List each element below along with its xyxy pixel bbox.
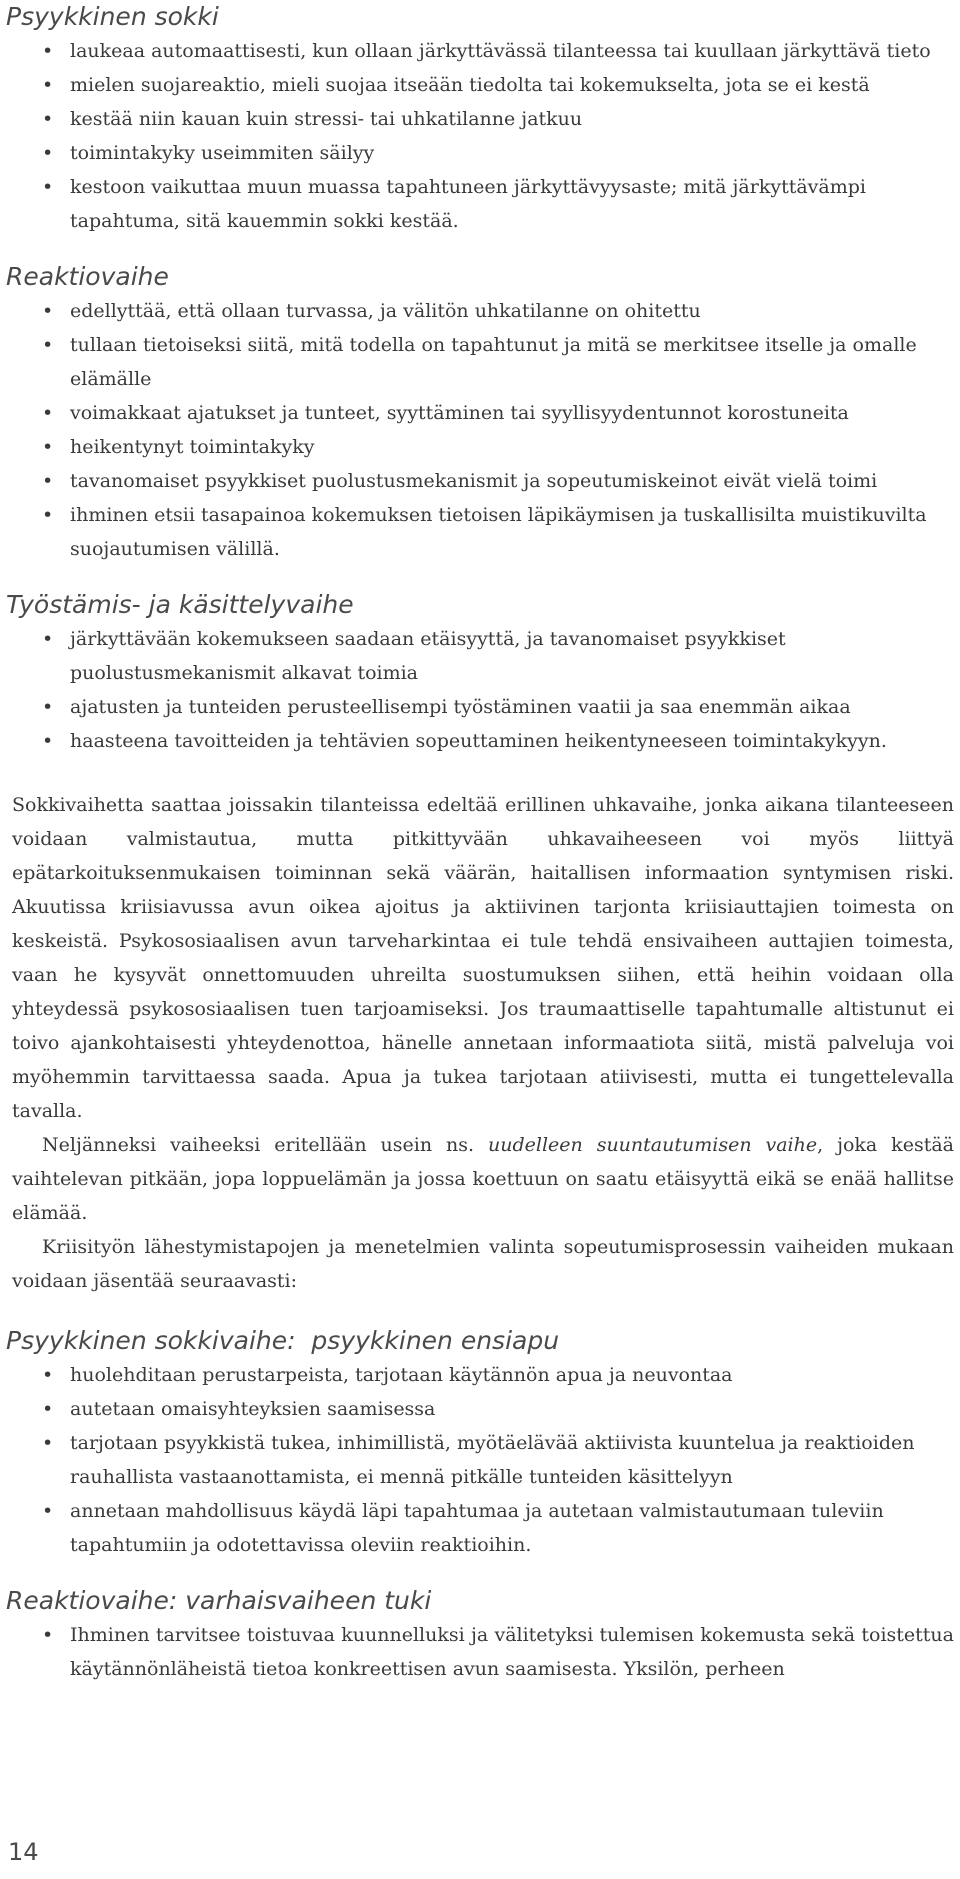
bullet-icon: • (42, 402, 54, 424)
list-item: • järkyttävään kokemukseen saadaan etäisyyttä, ja tavanomaiset psyykkiset puolustusmekanismit alkavat toimia (6, 622, 954, 690)
section-heading: Työstämis- ja käsittelyvaihe (6, 590, 354, 619)
list-item: • Ihminen tarvitsee toistuvaa kuunnelluksi ja välitetyksi tulemisen kokemusta sekä toistettua käytännönläheistä tietoa konkreettisen avun saamisesta. Yksilön, perheen (6, 1618, 954, 1686)
bullet-icon: • (42, 334, 54, 356)
list-item: • heikentynyt toimintakyky (6, 430, 954, 464)
bullet-icon: • (42, 74, 54, 96)
list-item: • kestää niin kauan kuin stressi- tai uhkatilanne jatkuu (6, 102, 954, 136)
section-heading: Psyykkinen sokkivaihe: psyykkinen ensiapu (6, 1326, 560, 1355)
list-item: • ajatusten ja tunteiden perusteellisempi työstäminen vaatii ja saa enemmän aikaa (6, 690, 954, 724)
list-item: • tavanomaiset psyykkiset puolustusmekanismit ja sopeutumiskeinot eivät vielä toimi (6, 464, 954, 498)
section-reaktiovaihe (6, 260, 954, 566)
bullet-icon: • (42, 142, 54, 164)
section-psyykkinen-sokki (6, 0, 954, 238)
bullet-icon: • (42, 176, 54, 198)
bullet-list (6, 294, 954, 566)
list-item: • autetaan omaisyhteyksien saamisessa (6, 1392, 954, 1426)
section-heading: Reaktiovaihe: varhaisvaiheen tuki (6, 1586, 432, 1615)
list-item: • haasteena tavoitteiden ja tehtävien sopeuttaminen heikentyneeseen toimintakykyyn. (6, 724, 954, 758)
bullet-icon: • (42, 504, 54, 526)
bullet-icon: • (42, 1500, 54, 1522)
list-item: • mielen suojareaktio, mieli suojaa itseään tiedolta tai kokemukselta, jota se ei kestä (6, 68, 954, 102)
list-item: • kestoon vaikuttaa muun muassa tapahtuneen järkyttävyysaste; mitä järkyttävämpi tapahtuma, sitä kauemmin sokki kestää. (6, 170, 954, 238)
section-sokkivaihe-ensiapu (6, 1324, 954, 1562)
list-item: • tarjotaan psyykkistä tukea, inhimillistä, myötäelävää aktiivista kuuntelua ja reaktioiden rauhallista vastaanottamista, ei mennä pitkälle tunteiden käsittelyyn (6, 1426, 954, 1494)
bullet-icon: • (42, 1398, 54, 1420)
list-item: • huolehditaan perustarpeista, tarjotaan käytännön apua ja neuvontaa (6, 1358, 954, 1392)
emphasized-term: uudelleen suuntautumisen vaihe (488, 1134, 818, 1156)
body-paragraph: Neljänneksi vaiheeksi eritellään usein ns. uudelleen suuntautumisen vaihe, joka kestää vaihtelevan pitkään, jopa loppuelämän ja jossa koettuun on saatu etäisyyttä eikä se enää hallitse elämää. (12, 1134, 954, 1224)
list-item: • ihminen etsii tasapainoa kokemuksen tietoisen läpikäymisen ja tuskallisilta muistikuvilta suojautumisen välillä. (6, 498, 954, 566)
list-item: • annetaan mahdollisuus käydä läpi tapahtumaa ja autetaan valmistautumaan tuleviin tapahtumiin ja odotettavissa oleviin reaktioihin. (6, 1494, 954, 1562)
bullet-icon: • (42, 696, 54, 718)
bullet-icon: • (42, 40, 54, 62)
section-heading: Reaktiovaihe (6, 262, 169, 291)
page-number: 14 (8, 1838, 39, 1866)
bullet-icon: • (42, 1432, 54, 1454)
bullet-icon: • (42, 1364, 54, 1386)
bullet-list (6, 622, 954, 758)
bullet-icon: • (42, 730, 54, 752)
list-item: • edellyttää, että ollaan turvassa, ja välitön uhkatilanne on ohitettu (6, 294, 954, 328)
section-tyostamis-vaihe (6, 588, 954, 758)
section-heading: Psyykkinen sokki (6, 2, 219, 31)
bullet-list (6, 1618, 954, 1686)
document-page (6, 0, 954, 1708)
list-item: • tullaan tietoiseksi siitä, mitä todella on tapahtunut ja mitä se merkitsee itselle ja omalle elämälle (6, 328, 954, 396)
bullet-icon: • (42, 1624, 54, 1646)
body-paragraph: Kriisityön lähestymistapojen ja menetelmien valinta sopeutumisprosessin vaiheiden mukaan voidaan jäsentää seuraavasti: (12, 1236, 954, 1292)
list-item: • toimintakyky useimmiten säilyy (6, 136, 954, 170)
list-item: • voimakkaat ajatukset ja tunteet, syyttäminen tai syyllisyydentunnot korostuneita (6, 396, 954, 430)
bullet-icon: • (42, 628, 54, 650)
section-varhaisvaiheen-tuki (6, 1584, 954, 1686)
bullet-list (6, 34, 954, 238)
bullet-icon: • (42, 108, 54, 130)
bullet-icon: • (42, 436, 54, 458)
bullet-icon: • (42, 470, 54, 492)
bullet-list (6, 1358, 954, 1562)
body-paragraph: Sokkivaihetta saattaa joissakin tilanteissa edeltää erillinen uhkavaihe, jonka aikana tilanteeseen voidaan valmistautua, mutta pitkittyvään uhkavaiheeseen voi myös liittyä epätarkoituksenmukaisen toiminnan sekä väärän, haitallisen informaation syntymisen riski. Akuutissa kriisiavussa avun oikea ajoitus ja aktiivinen tarjonta kriisiauttajien toimesta on keskeistä. Psykososiaalisen avun tarveharkintaa ei tule tehdä ensivaiheen auttajien toimesta, vaan he kysyvät onnettomuuden uhreilta suostumuksen siihen, että heihin voidaan olla yhteydessä psykososiaalisen tuen tarjoamiseksi. Jos traumaattiselle tapahtumalle altistunut ei toivo ajankohtaisesti yhteydenottoa, hänelle annetaan informaatiota siitä, mistä palveluja voi myöhemmin tarvittaessa saada. Apua ja tukea tarjotaan atiivisesti, mutta ei tungettelevalla tavalla. (12, 794, 954, 1122)
list-item: • laukeaa automaattisesti, kun ollaan järkyttävässä tilanteessa tai kuullaan järkyttävä tieto (6, 34, 954, 68)
bullet-icon: • (42, 300, 54, 322)
